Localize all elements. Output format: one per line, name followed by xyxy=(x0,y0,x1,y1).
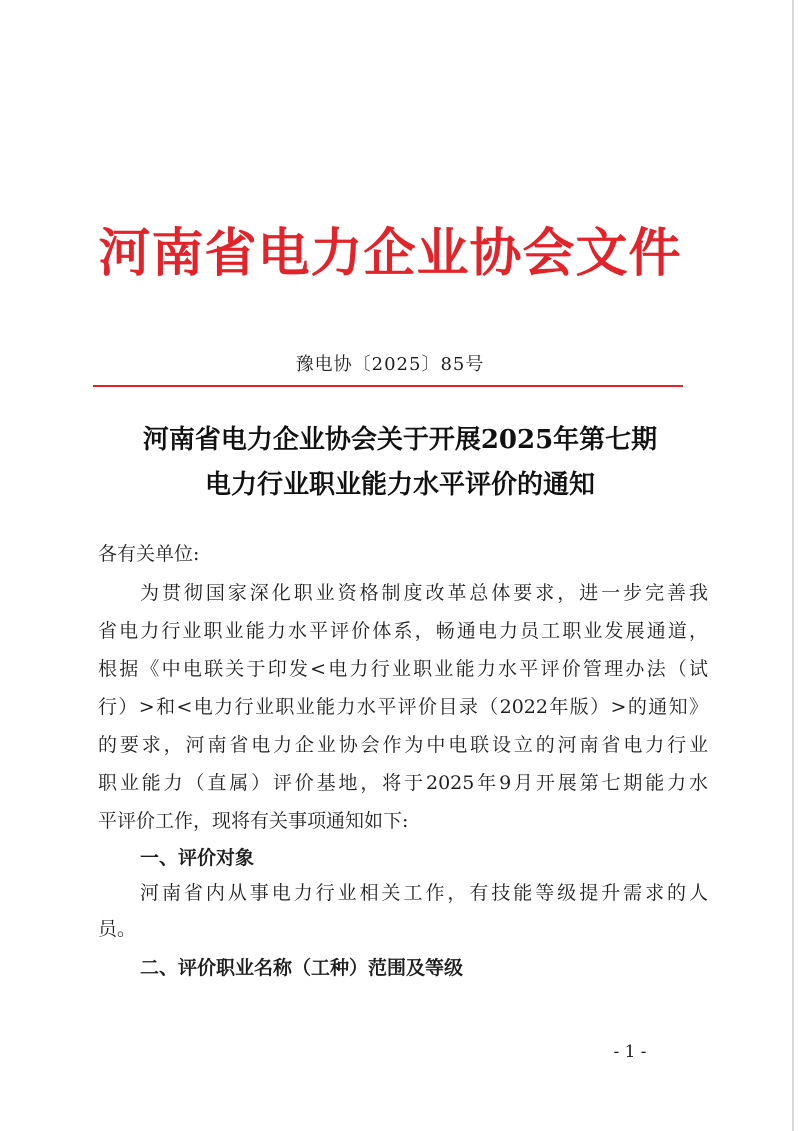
page-number: - 1 - xyxy=(613,1042,647,1062)
paragraph-line: 为贯彻国家深化职业资格制度改革总体要求，进一步完善我 xyxy=(140,582,708,604)
notice-title-line-1: 河南省电力企业协会关于开展2025年第七期 xyxy=(142,425,658,455)
paragraph-line: 平评价工作，现将有关事项通知如下: xyxy=(98,810,409,832)
salutation: 各有关单位: xyxy=(98,543,200,565)
paragraph-line: 河南省内从事电力行业相关工作，有技能等级提升需求的人 xyxy=(140,882,708,904)
red-divider-line xyxy=(93,385,683,387)
paragraph-line: 行）>和<电力行业职业能力水平评价目录（2022年版）>的通知》 xyxy=(98,696,708,718)
paragraph-line: 职业能力（直属）评价基地，将于2025年9月开展第七期能力水 xyxy=(98,772,708,794)
section-heading-1: 一、评价对象 xyxy=(140,847,255,869)
paragraph-line: 员。 xyxy=(98,918,137,940)
notice-title-line-2: 电力行业职业能力水平评价的通知 xyxy=(204,470,595,500)
paragraph-line: 根据《中电联关于印发<电力行业职业能力水平评价管理办法（试 xyxy=(98,658,708,680)
paragraph-line: 的要求，河南省电力企业协会作为中电联设立的河南省电力行业 xyxy=(98,734,708,756)
paragraph-line: 省电力行业职业能力水平评价体系，畅通电力员工职业发展通道， xyxy=(98,620,708,642)
section-heading-2: 二、评价职业名称（工种）范围及等级 xyxy=(140,957,464,979)
org-file-header-title: 河南省电力企业协会文件 xyxy=(98,223,682,284)
document-number: 豫电协〔2025〕85号 xyxy=(295,354,485,375)
scan-edge-line xyxy=(792,0,794,1131)
